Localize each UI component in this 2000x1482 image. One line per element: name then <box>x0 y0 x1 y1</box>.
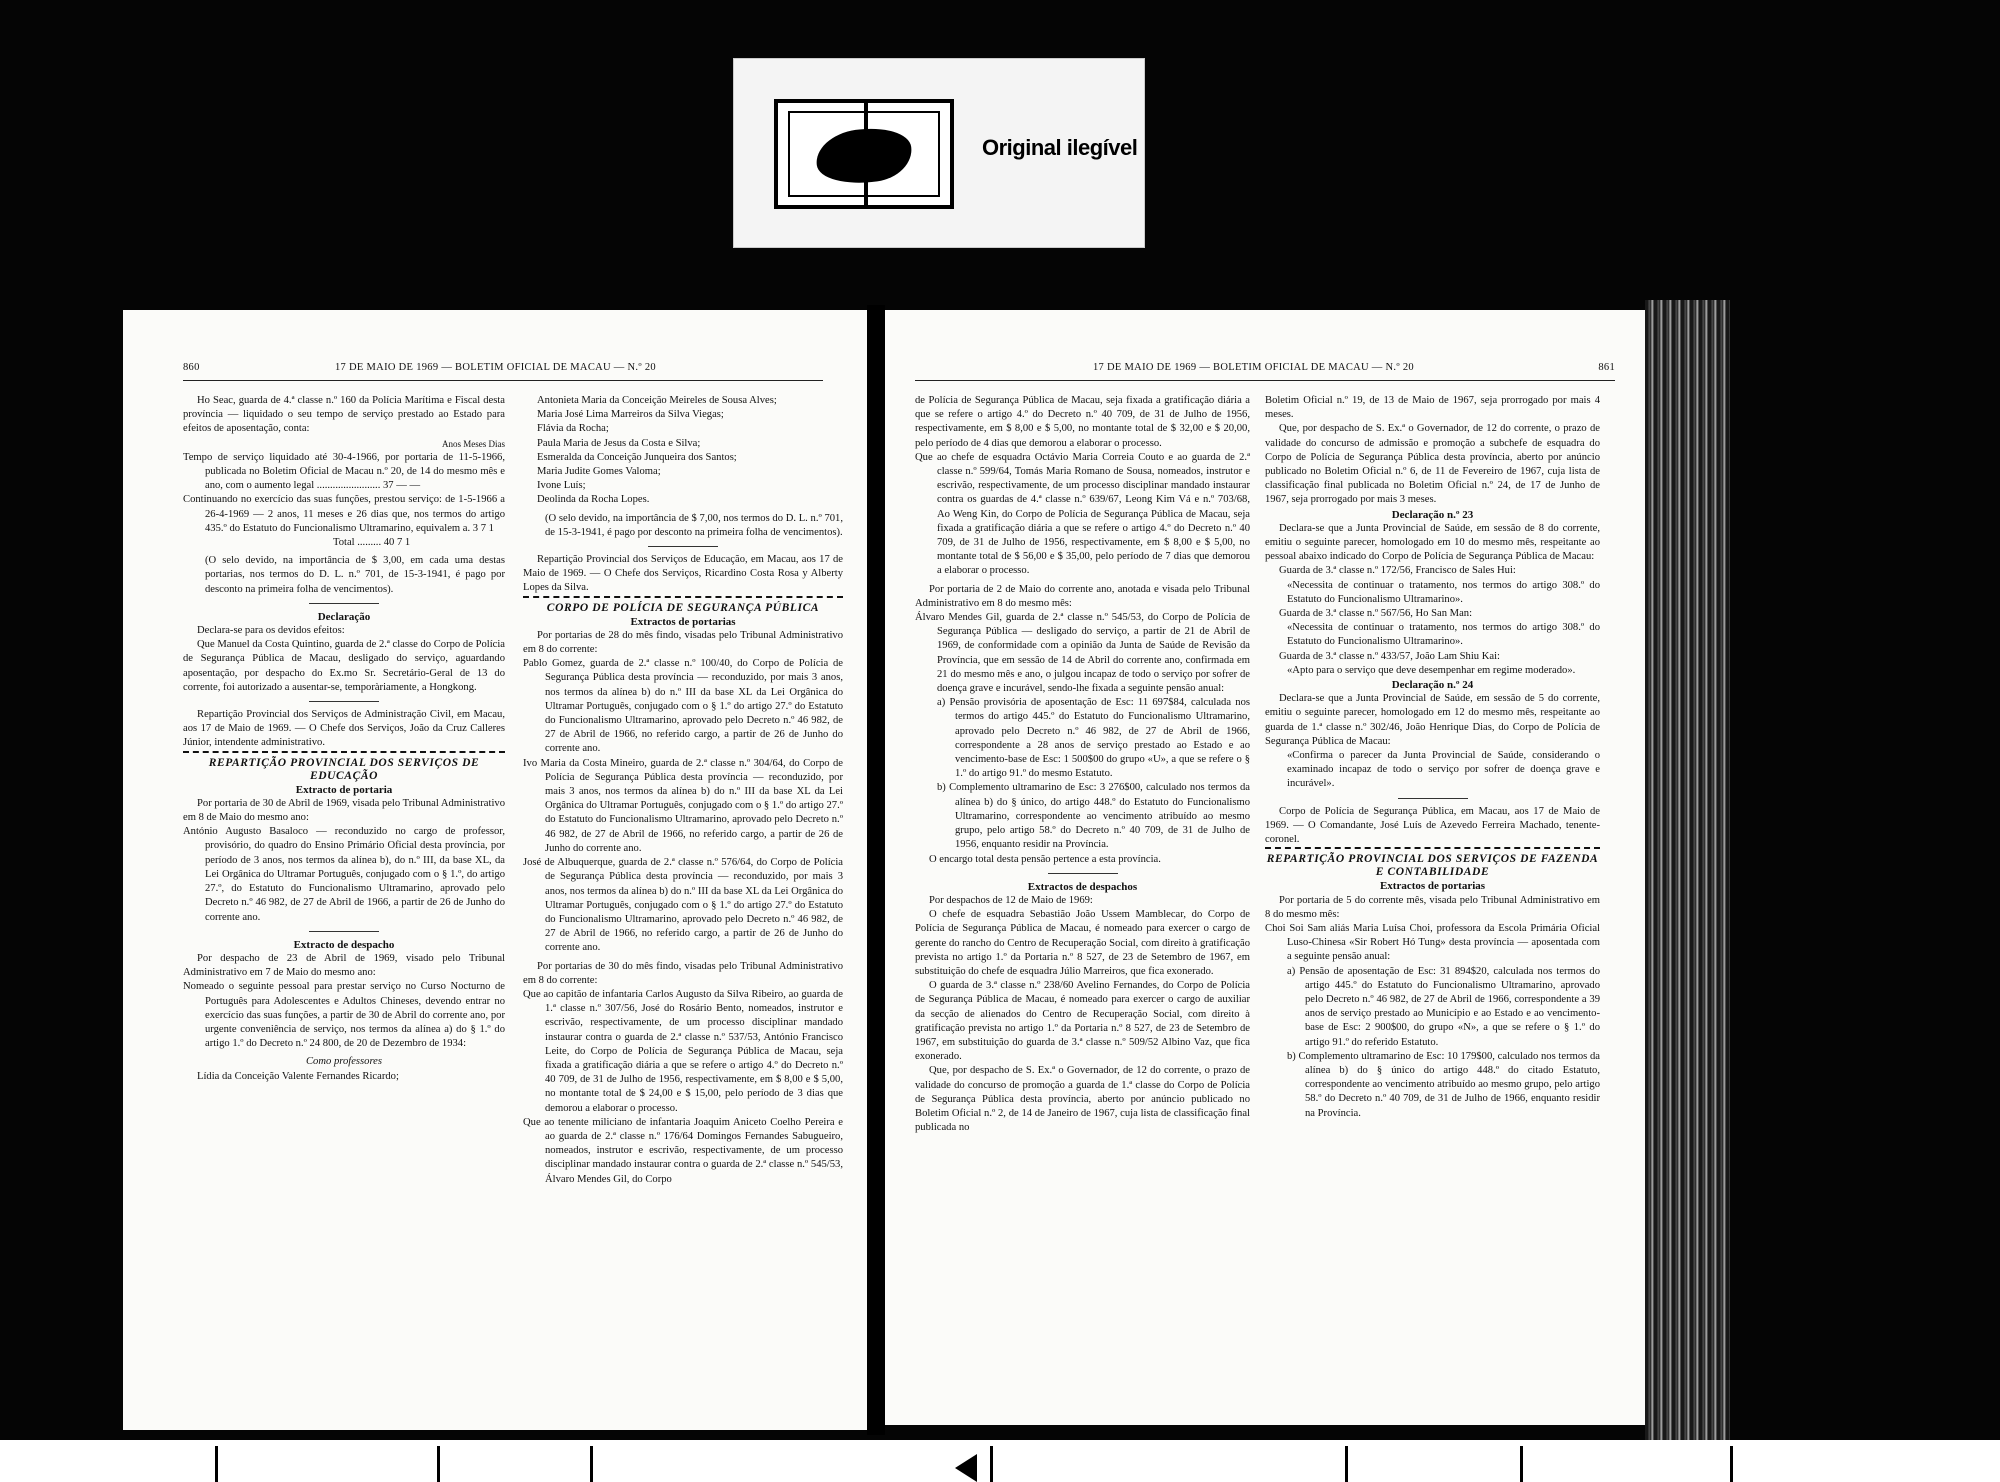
left-column-1 <box>183 394 505 1084</box>
signature-paragraph: Corpo de Polícia de Segurança Pública, em Macau, aos 17 de Maio de 1969. — O Comandante, José Luís de Azevedo Ferreira Machado, tenente-coronel. <box>1265 805 1600 846</box>
paragraph: Por portarias de 28 do mês findo, visadas pelo Tribunal Administrativo em 8 do corrente: <box>523 629 843 656</box>
section-title: Declaração <box>317 610 371 623</box>
table-header: Anos Meses Dias <box>442 438 505 449</box>
quote: «Necessita de continuar o tratamento, nos termos do artigo 308.º do Estatuto do Funcionalismo Ultramarino». <box>1287 622 1600 648</box>
paragraph: Que, por despacho de S. Ex.ª o Governador, de 12 do corrente, o prazo de validade do concurso de admissão e promoção a subchefe de esquadra do Corpo de Polícia de Segurança Pública desta província, aberto por anúncio publicado no Boletim Oficial n.º 6, de 11 de Fevereiro de 1967, cuja lista de classificação final publicada no Boletim Oficial n.º 24, de 17 de Junho de 1967, seja prorrogado por mais 3 meses. <box>1265 423 1600 506</box>
list-item: Antonieta Maria da Conceição Meireles de Sousa Alves; <box>537 395 777 406</box>
paragraph: Boletim Oficial n.º 19, de 13 de Maio de 1967, seja prorrogado por mais 4 meses. <box>1265 395 1600 421</box>
list-item: b) Complemento ultramarino de Esc: 10 179$00, calculado nos termos da alínea b) do § único do artigo 448.º do citado Estatuto, correspondente ao vencimento atribuído ao mesmo grupo, pelo artigo 58.º do Decreto n.º 40 709, de 31 de Julho de 1966, enquanto residir na Província. <box>1287 1050 1600 1119</box>
list-item: Deolinda da Rocha Lopes. <box>537 494 650 506</box>
paragraph: (O selo devido, na importância de $ 7,00, nos termos do D. L. n.º 701, de 15-3-1941, é pago por desconto na primeira folha de vencimentos). <box>545 512 843 538</box>
paragraph: Por portarias de 30 do mês findo, visadas pelo Tribunal Administrativo em 8 do corrente: <box>523 960 843 986</box>
paragraph: Guarda de 3.ª classe n.º 433/57, João Lam Shiu Kai: <box>1279 650 1500 662</box>
right-column-1 <box>915 394 1250 1135</box>
paragraph: José de Albuquerque, guarda de 2.ª classe n.º 576/64, do Corpo de Polícia de Segurança Pública desta província — reconduzido, por mais 3 anos, nos termos da alínea b) do n.º III da base XL da Lei Orgânica do Ultramar Português, conjugado com o § 1.º do artigo 27.º do Estatuto do Funcionalismo Ultramarino, aprovado pelo Decreto n.º 46 982, de 27 de Abril de 1966, no referido cargo, a partir de 26 de Junho do corrente ano. <box>523 857 843 954</box>
signature-paragraph: Repartição Provincial dos Serviços de Educação, em Macau, aos 17 de Maio de 1969. — O Chefe dos Serviços, Ricardino Costa Rosa y Alberty Lopes da Silva. <box>523 554 843 594</box>
paragraph: O chefe de esquadra Sebastião João Ussem Mamblecar, do Corpo de Polícia de Segurança Pública de Macau, é nomeado para exercer o cargo de gerente do rancho do Centro de Recuperação Social, com direito à gratificação prevista no artigo 1.º da Portaria n.º 8 527, de 23 de Setembro de 1967, em substituição do chefe de esquadra Júlio Marreiros, que fica exonerado. <box>915 909 1250 977</box>
subheading: Como professores <box>305 1056 383 1068</box>
open-book-icon <box>774 99 954 209</box>
arrow-left-icon <box>955 1454 977 1482</box>
illegible-label: Original ilegível <box>982 135 1138 160</box>
section-heading: CORPO DE POLÍCIA DE SEGURANÇA PÚBLICA <box>523 596 843 615</box>
list-item: Paula Maria de Jesus da Costa e Silva; <box>537 437 701 449</box>
paragraph: (O selo devido, na importância de $ 3,00, em cada uma destas portarias, nos termos do D. L. n.º 701, de 15-3-1941, é pago por desconto na primeira folha de vencimentos). <box>205 555 505 595</box>
section-heading: REPARTIÇÃO PROVINCIAL DOS SERVIÇOS DE FAZENDA E CONTABILIDADE <box>1265 847 1600 879</box>
quote: «Apto para o serviço que deve desempenhar em regime moderado». <box>1287 664 1576 676</box>
paragraph: Por portaria de 5 do corrente mês, visada pelo Tribunal Administrativo em 8 do mesmo mês: <box>1265 894 1600 920</box>
paragraph: Que Manuel da Costa Quintino, guarda de 2.ª classe do Corpo de Polícia de Segurança Pública de Macau, desligado do serviço, aguardando aposentação, por despacho do Ex.mo Sr. Secretário-Geral de 13 do corrente, foi autorizado a ausentar-se, temporàriamente, a Hongkong. <box>183 639 505 693</box>
header-title: 17 DE MAIO DE 1969 — BOLETIM OFICIAL DE MACAU — N.º 20 <box>1093 362 1414 373</box>
list-item: a) Pensão de aposentação de Esc: 31 894$20, calculada nos termos do artigo 445.º do Estatuto do Funcionalismo Ultramarino, aprovado pelo Decreto n.º 46 982, de 27 de Abril de 1966, correspondente a 39 anos de serviço prestado ao Município e ao Estado e ao vencimento-base de Esc: 2 900$00, do grupo «N», a que se refere o § 1.º do artigo 91.º do referido Estatuto. <box>1287 965 1600 1048</box>
left-page <box>123 310 867 1430</box>
paragraph: Declara-se que a Junta Provincial de Saúde, em sessão de 8 do corrente, emitiu o seguinte parecer, homologado em 10 do mesmo mês, respeitante ao pessoal abaixo indicado do Corpo de Polícia de Segurança Pública de Macau: <box>1265 522 1600 563</box>
list-item: Maria José Lima Marreiros da Silva Viegas; <box>537 409 724 421</box>
book-gutter <box>867 305 885 1435</box>
list-item: Flávia da Rocha; <box>537 423 609 435</box>
left-column-2 <box>523 394 843 1187</box>
section-title: Declaração n.º 23 <box>1391 508 1474 521</box>
list-item: Maria Judite Gomes Valoma; <box>537 466 661 478</box>
total-row: Total ......... 40 7 1 <box>333 537 411 549</box>
paragraph: Por portaria de 30 de Abril de 1969, visada pelo Tribunal Administrativo em 8 de Maio do mesmo ano: <box>183 797 505 824</box>
list-item: b) Complemento ultramarino de Esc: 3 276$00, calculado nos termos da alínea b) do § único, do artigo 448.º do Estatuto do Funcionalismo Ultramarino, correspondente ao vencimento atribuído ao mesmo grupo, pelo artigo 58.º do Decreto n.º 40 709, de 31 de Julho de 1956, enquanto residir na Província. <box>937 782 1250 851</box>
paragraph: Por despachos de 12 de Maio de 1969: <box>929 894 1093 906</box>
page-number: 861 <box>1598 362 1615 373</box>
page-header <box>183 362 833 378</box>
paragraph: de Polícia de Segurança Pública de Macau, seja fixada a gratificação diária a que se refere o artigo 4.º do Decreto n.º 40 709, de 31 de Julho de 1956, respectivamente, em $ 8,00 e $ 5,00, no montante total de $ 32,00 e $ 20,00, pelo período de 4 dias que demorou a elaborar o processo. <box>915 395 1250 449</box>
paragraph: Continuando no exercício das suas funções, prestou serviço: de 1-5-1966 a 26-4-1969 — 2 anos, 11 meses e 26 dias que, nos termos do artigo 435.º do Estatuto do Funcionalismo Ultramarino, equivalem a. 3 7 1 <box>183 494 505 534</box>
paragraph: Tempo de serviço liquidado até 30-4-1966, por portaria de 11-5-1966, publicada no Boletim Oficial de Macau n.º 20, de 14 do mesmo mês e ano, com o aumento legal ........................ 37 — — <box>183 451 505 492</box>
paragraph: O guarda de 3.ª classe n.º 238/60 Avelino Fernandes, do Corpo de Polícia de Segurança Pública de Macau, é nomeado para exercer o cargo de auxiliar da secção de alienados do Centro de Recuperação Social, com direito à gratificação prevista no artigo 1.º da Portaria n.º 8 527, de 23 de Setembro de 1967, em substituição do guarda de 3.ª classe n.º 509/52 Albino Vaz, que fica exonerado. <box>915 980 1250 1063</box>
section-title: Extractos de despachos <box>1027 880 1138 893</box>
paragraph: Álvaro Mendes Gil, guarda de 2.ª classe n.º 545/53, do Corpo de Polícia de Segurança Pública — desligado do serviço, a partir de 21 de Abril de 1969, de conformidade com a opinião da Junta de Saúde de Revisão da Província, que em sessão de 14 de Abril do corrente ano, confirmada em 21 do mesmo mês e ano, o julgou incapaz de todo o serviço por sofrer de doença grave e incurável, sendo-lhe fixada a seguinte pensão anual: <box>915 612 1250 695</box>
section-title: Declaração n.º 24 <box>1391 679 1474 692</box>
scanner-bottom-strip <box>0 1440 2000 1482</box>
paragraph: Por portaria de 2 de Maio do corrente ano, anotada e visada pelo Tribunal Administrativo em 8 do mesmo mês: <box>915 583 1250 609</box>
list-item: a) Pensão provisória de aposentação de Esc: 11 697$84, calculada nos termos do artigo 445.º do Estatuto do Funcionalismo Ultramarino, aprovado pelo Decreto n.º 46 982, de 27 de Abril de 1966, correspondente a 28 anos de serviço prestado ao Estado e ao vencimento-base de Esc: 1 500$00 do grupo «U», a que se refere o § 1.º do artigo 91.º do mesmo Estatuto. <box>937 697 1250 780</box>
right-column-2 <box>1265 394 1600 1121</box>
paragraph: Choi Soi Sam aliás Maria Luísa Choi, professora da Escola Primária Oficial Luso-Chinesa «Sir Robert Hó Tung» desta província — aposentada com a seguinte pensão anual: <box>1265 922 1600 963</box>
paragraph: Guarda de 3.ª classe n.º 567/56, Ho San Man: <box>1279 608 1473 620</box>
illegible-original-card <box>733 58 1145 248</box>
header-title: 17 DE MAIO DE 1969 — BOLETIM OFICIAL DE MACAU — N.º 20 <box>335 362 656 373</box>
section-title: Extracto de despacho <box>293 938 395 951</box>
book-page-edges <box>1645 300 1730 1440</box>
paragraph: Por despacho de 23 de Abril de 1969, visado pelo Tribunal Administrativo em 7 de Maio do mesmo ano: <box>183 952 505 979</box>
section-title: Extractos de portarias <box>630 615 736 628</box>
paragraph: O encargo total desta pensão pertence a esta província. <box>929 853 1161 865</box>
paragraph: Que ao chefe de esquadra Octávio Maria Correia Couto e ao guarda de 2.ª classe n.º 599/64, Tomás Maria Romano de Sousa, nomeados, instrutor e escrivão, respectivamente, de um processo disciplinar mandado instaurar contra os guardas de 4.ª classe n.º 639/67, Leong Kim Vá e n.º 703/68, Ao Weng Kin, do Corpo de Polícia de Segurança Pública de Macau, seja fixada a gratificação diária a que se refere o artigo 4.º do Decreto n.º 40 709, de 31 de Julho de 1956, respectivamente, em $ 8,00 e $ 5,00, no montante total de $ 56,00 e $ 35,00, pelo período de 7 dias que demorou a elaborar o processo. <box>915 451 1250 577</box>
list-item: Esmeralda da Conceição Junqueira dos Santos; <box>537 451 737 463</box>
list-item: Ivone Luís; <box>537 480 586 492</box>
paragraph: Ivo Maria da Costa Mineiro, guarda de 2.ª classe n.º 304/64, do Corpo de Polícia de Segurança Pública desta província — reconduzido, por mais 3 anos, nos termos da alínea b) do n.º III da base XL da Lei Orgânica do Ultramar Português, conjugado com o § 1.º do artigo 27.º do Estatuto do Funcionalismo Ultramarino, aprovado pelo Decreto n.º 46 982, de 27 de Abril de 1966, no referido cargo, a partir de 26 de Junho do corrente ano. <box>523 757 843 854</box>
section-heading: REPARTIÇÃO PROVINCIAL DOS SERVIÇOS DE EDUCAÇÃO <box>183 751 505 783</box>
right-page <box>885 310 1645 1425</box>
page-number: 860 <box>183 362 200 373</box>
paragraph: Que ao tenente miliciano de infantaria Joaquim Aniceto Coelho Pereira e ao guarda de 2.ª classe n.º 176/64 Domingos Fernandes Sabugueiro, nomeados, instrutor e escrivão, respectivamente, de um processo disciplinar mandado instaurar contra o guarda de 2.ª classe n.º 545/53, Álvaro Mendes Gil, do Corpo <box>523 1116 843 1185</box>
paragraph: António Augusto Basaloco — reconduzido no cargo de professor, provisório, do quadro do Ensino Primário Oficial desta província, por período de 3 anos, nos termos da alínea b), do n.º III, da base XL, da Lei Orgânica do Ultramar Português, conjugado com o § 1.º, do artigo 27.º, do Estatuto do Funcionalismo Ultramarino, aprovado pelo Decreto n.º 46 982, de 27 de Abril de 1966, a partir de 26 de Junho do corrente ano. <box>183 826 505 923</box>
paragraph: Que, por despacho de S. Ex.ª o Governador, de 12 do corrente, o prazo de validade do concurso de promoção a guarda de 1.ª classe do Corpo de Polícia de Segurança Pública desta província, aberto por anúncio publicado no Boletim Oficial n.º 2, de 14 de Janeiro de 1967, cuja lista de classificação final publicada no <box>915 1065 1250 1134</box>
list-item: Lídia da Conceição Valente Fernandes Ricardo; <box>197 1070 399 1082</box>
paragraph: Guarda de 3.ª classe n.º 172/56, Francisco de Sales Hui: <box>1279 565 1516 577</box>
signature-paragraph: Repartição Provincial dos Serviços de Administração Civil, em Macau, aos 17 de Maio de 1969. — O Chefe dos Serviços, João da Cruz Calleres Júnior, intendente administrativo. <box>183 709 505 749</box>
page-header <box>915 362 1615 378</box>
paragraph: Declara-se para os devidos efeitos: <box>197 625 345 637</box>
section-title: Extracto de portaria <box>295 783 393 796</box>
section-title: Extractos de portarias <box>1379 880 1486 893</box>
paragraph: Nomeado o seguinte pessoal para prestar serviço no Curso Nocturno de Português para Adolescentes e Adultos Chineses, devendo entrar no exercício das suas funções, a partir de 30 de Abril do corrente ano, por urgente conveniência de serviço, nos termos da alínea a) do § 1.º do artigo 1.º do Decreto n.º 24 800, de 20 de Dezembro de 1934: <box>183 981 505 1050</box>
quote: «Necessita de continuar o tratamento, nos termos do artigo 308.º do Estatuto do Funcionalismo Ultramarino». <box>1287 579 1600 605</box>
quote: «Confirma o parecer da Junta Provincial de Saúde, considerando o examinado incapaz de todo o serviço por sofrer de doença grave e incurável». <box>1287 750 1600 790</box>
paragraph: Que ao capitão de infantaria Carlos Augusto da Silva Ribeiro, ao guarda de 1.ª classe n.º 307/56, José do Rosário Bento, nomeados, instrutor e escrivão, respectivamente, de um processo disciplinar mandado instaurar contra o guarda de 2.ª classe n.º 537/53, António Francisco Leite, do Corpo de Polícia de Segurança Pública de Macau, seja fixada a gratificação diária a que se refere o artigo 4.º do Decreto n.º 40 709, de 31 de Julho de 1956, respectivamente, em $ 8,00 e $ 5,00, no montante total de $ 24,00 e $ 15,00, pelo período de 3 dias que demorou a elaborar o processo. <box>523 988 843 1114</box>
paragraph: Ho Seac, guarda de 4.ª classe n.º 160 da Polícia Marítima e Fiscal desta província — liquidado o seu tempo de serviço prestado ao Estado para efeitos de aposentação, conta: <box>183 395 505 435</box>
paragraph: Declara-se que a Junta Provincial de Saúde, em sessão de 5 do corrente, emitiu o seguinte parecer, homologado em 12 do mesmo mês, respeitante ao guarda de 1.ª classe n.º 302/46, João Henrique Dias, do Corpo de Polícia de Segurança Pública de Macau: <box>1265 693 1600 747</box>
paragraph: Pablo Gomez, guarda de 2.ª classe n.º 100/40, do Corpo de Polícia de Segurança Pública desta província — reconduzido, por mais 3 anos, nos termos da alínea b) do n.º III da base XL da Lei Orgânica do Ultramar Português, conjugado com o § 1.º do artigo 27.º do Estatuto do Funcionalismo Ultramarino, aprovado pelo Decreto n.º 46 982, de 27 de Abril de 1966, no referido cargo, a partir de 26 de Junho do corrente ano. <box>523 658 843 755</box>
